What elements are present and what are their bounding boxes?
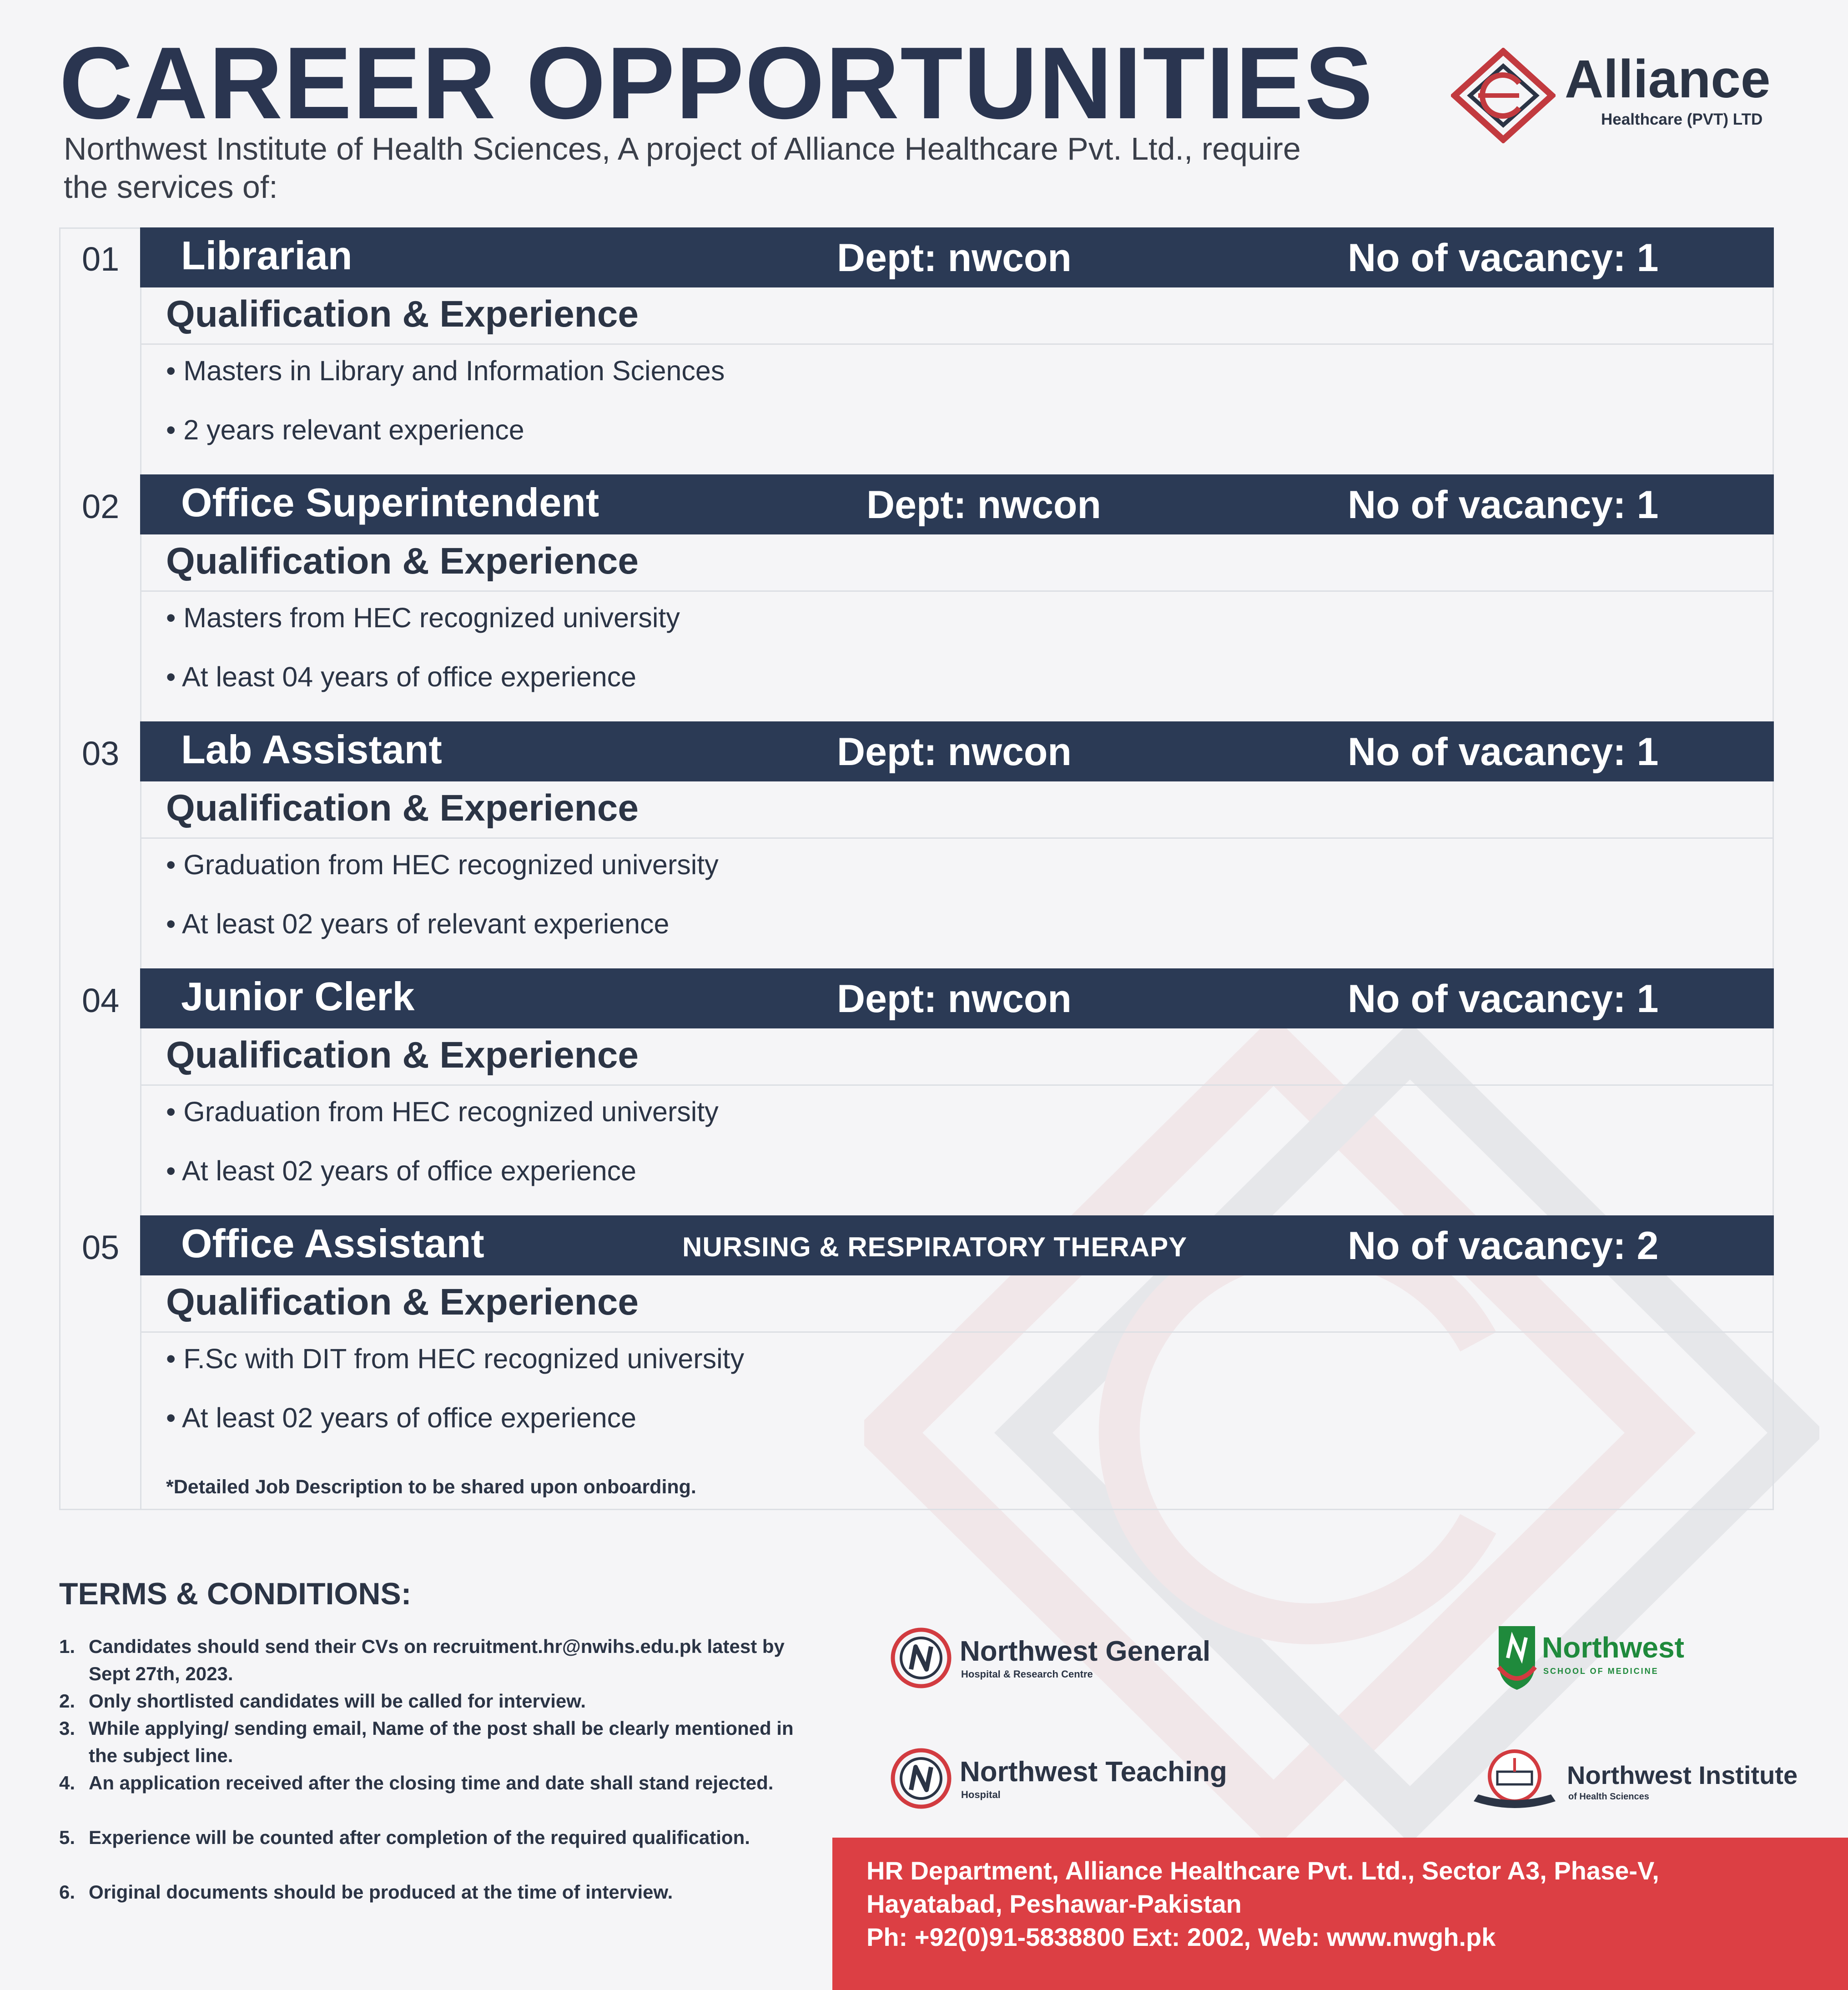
partner-subtitle: SCHOOL OF MEDICINE	[1543, 1667, 1659, 1676]
job-department: Dept: nwcon	[866, 483, 1101, 527]
contact-box	[832, 1838, 1848, 1990]
job-department: Dept: nwcon	[837, 977, 1072, 1021]
job-number: 02	[82, 488, 120, 525]
job-number: 04	[82, 982, 120, 1019]
qualification-heading: Qualification & Experience	[166, 1034, 639, 1076]
jobs-number-column-divider	[140, 227, 141, 1510]
qualification-heading: Qualification & Experience	[166, 1281, 639, 1323]
job-title: Office Superintendent	[181, 480, 599, 525]
alliance-logo-name: Alliance	[1565, 49, 1771, 109]
northwest-medicine-logo	[1494, 1622, 1684, 1694]
northwest-teaching-logo	[889, 1747, 1244, 1815]
contact-address-line-1: HR Department, Alliance Healthcare Pvt. Ltd., Sector A3, Phase-V,	[866, 1856, 1659, 1885]
job-vacancy: No of vacancy: 1	[1348, 977, 1659, 1021]
partner-subtitle: Hospital & Research Centre	[961, 1668, 1093, 1680]
job-title: Lab Assistant	[181, 727, 442, 772]
northwest-institute-emblem-icon	[1469, 1747, 1560, 1815]
contact-address-line-2: Hayatabad, Peshawar-Pakistan	[866, 1889, 1242, 1918]
job-number: 03	[82, 735, 120, 772]
term-number: 5.	[59, 1827, 76, 1848]
job-title: Librarian	[181, 233, 352, 278]
job-header-bar	[140, 721, 1774, 781]
requirement-item: • Masters from HEC recognized university	[166, 602, 680, 633]
qualification-divider	[140, 1331, 1774, 1333]
job-number: 01	[82, 240, 120, 278]
job-vacancy: No of vacancy: 1	[1348, 730, 1659, 774]
alliance-logo	[1451, 48, 1797, 143]
requirement-item: • At least 02 years of relevant experience	[166, 908, 670, 939]
northwest-general-logo	[889, 1626, 1244, 1694]
job-title: Office Assistant	[181, 1221, 484, 1266]
qualification-divider	[140, 837, 1774, 839]
alliance-logo-tagline: Healthcare (PVT) LTD	[1601, 111, 1763, 128]
qualification-heading: Qualification & Experience	[166, 787, 639, 829]
job-header-bar	[140, 968, 1774, 1028]
terms-heading: TERMS & CONDITIONS:	[59, 1577, 412, 1611]
requirement-item: • Masters in Library and Information Sciences	[166, 355, 725, 386]
northwest-general-emblem-icon	[889, 1626, 953, 1690]
term-text: An application received after the closing time and date shall stand rejected.	[89, 1772, 774, 1794]
qualification-heading: Qualification & Experience	[166, 540, 639, 582]
term-text: Experience will be counted after completion of the required qualification.	[89, 1827, 750, 1848]
job-title: Junior Clerk	[181, 974, 415, 1019]
requirement-item: • 2 years relevant experience	[166, 414, 524, 445]
northwest-institute-logo	[1469, 1747, 1798, 1815]
partner-name: Northwest	[1542, 1631, 1684, 1664]
term-number: 4.	[59, 1772, 76, 1794]
job-vacancy: No of vacancy: 1	[1348, 236, 1659, 280]
term-number: 3.	[59, 1718, 76, 1739]
job-description-note: *Detailed Job Description to be shared upon onboarding.	[166, 1476, 696, 1498]
job-header-bar	[140, 1215, 1774, 1275]
partner-subtitle: of Health Sciences	[1568, 1792, 1649, 1802]
partner-name: Northwest Teaching	[960, 1756, 1227, 1788]
term-number: 2.	[59, 1690, 76, 1712]
requirement-item: • At least 02 years of office experience	[166, 1155, 637, 1186]
job-department: NURSING & RESPIRATORY THERAPY	[682, 1232, 1188, 1262]
page-subtitle: Northwest Institute of Health Sciences, A project of Alliance Healthcare Pvt. Ltd., require the services of:	[64, 131, 1301, 205]
northwest-teaching-emblem-icon	[889, 1747, 953, 1810]
job-vacancy: No of vacancy: 2	[1348, 1224, 1659, 1268]
alliance-diamond-icon	[1451, 48, 1556, 143]
requirement-item: • F.Sc with DIT from HEC recognized university	[166, 1343, 745, 1374]
page-title: CAREER OPPORTUNITIES	[59, 25, 1374, 140]
job-department: Dept: nwcon	[837, 236, 1072, 280]
northwest-medicine-shield-icon	[1494, 1622, 1540, 1692]
partner-name: Northwest General	[960, 1636, 1211, 1667]
job-number: 05	[82, 1229, 120, 1266]
term-text: Original documents should be produced at the time of interview.	[89, 1881, 673, 1903]
term-text: Only shortlisted candidates will be called for interview.	[89, 1690, 586, 1712]
requirement-item: • At least 02 years of office experience	[166, 1402, 637, 1433]
qualification-divider	[140, 590, 1774, 592]
requirement-item: • At least 04 years of office experience	[166, 661, 637, 692]
requirement-item: • Graduation from HEC recognized university	[166, 1096, 719, 1127]
qualification-divider	[140, 1084, 1774, 1086]
term-number: 6.	[59, 1881, 76, 1903]
contact-phone-web[interactable]: Ph: +92(0)91-5838800 Ext: 2002, Web: www.nwgh.pk	[866, 1923, 1496, 1951]
job-header-bar	[140, 227, 1774, 287]
partner-subtitle: Hospital	[961, 1789, 1001, 1800]
job-vacancy: No of vacancy: 1	[1348, 483, 1659, 527]
term-text: Candidates should send their CVs on recruitment.hr@nwihs.edu.pk latest by Sept 27th, 2023.	[89, 1636, 785, 1684]
job-department: Dept: nwcon	[837, 730, 1072, 774]
partner-name: Northwest Institute	[1567, 1761, 1798, 1789]
term-number: 1.	[59, 1636, 76, 1657]
job-header-bar	[140, 474, 1774, 534]
qualification-heading: Qualification & Experience	[166, 293, 639, 335]
requirement-item: • Graduation from HEC recognized university	[166, 849, 719, 880]
qualification-divider	[140, 343, 1774, 345]
term-text: While applying/ sending email, Name of the post shall be clearly mentioned in the subject line.	[89, 1718, 794, 1766]
